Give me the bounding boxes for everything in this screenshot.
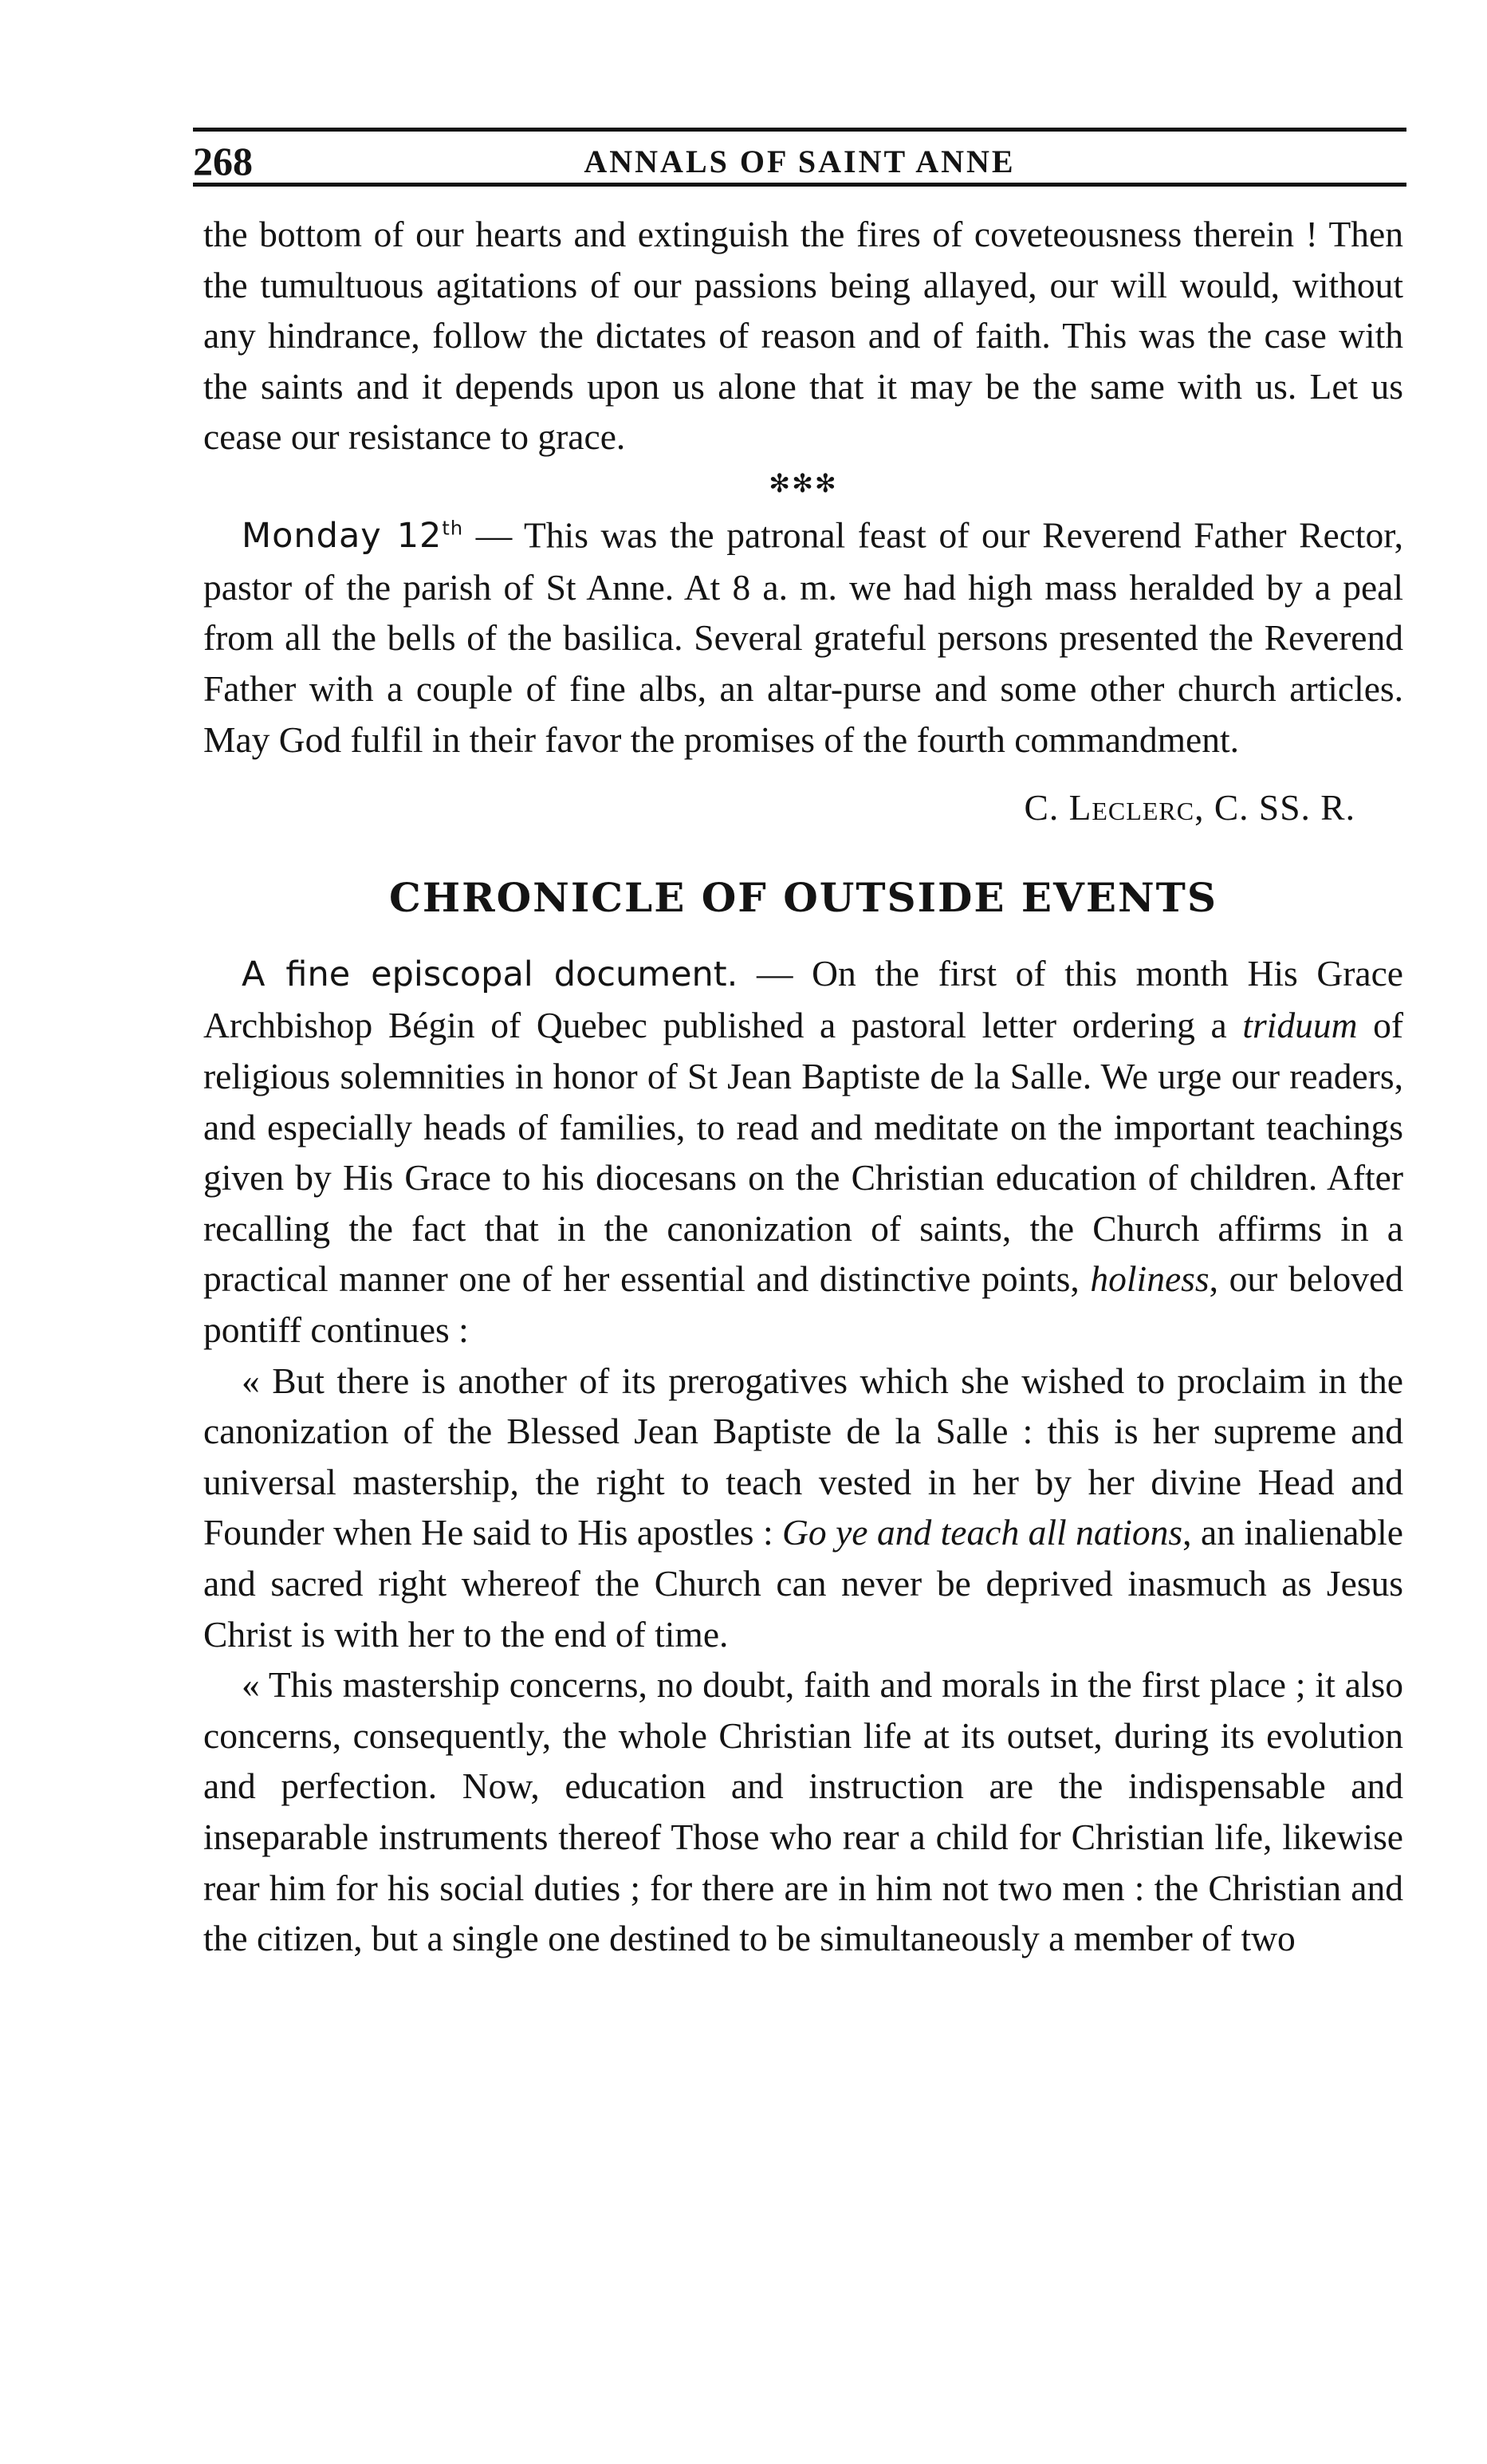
page-header bbox=[193, 128, 1406, 187]
section-ornament: ✻✻✻ bbox=[769, 468, 838, 498]
author-signature bbox=[203, 782, 1403, 833]
quoted-paragraph-1 bbox=[203, 1356, 1403, 1660]
quote1-text-a: « But there is another of its prerogatives which she wished to proclaim in the canonization of the Blessed Jean Baptiste de la Salle : this is her supreme and universal mastership, the right to teach vested in her by her divine Head and Founder when He said to His apostles : bbox=[203, 1360, 1403, 1553]
quoted-paragraph-2: « This mastership concerns, no doubt, faith and morals in the first place ; it also concerns, consequently, the whole Christian life at its outset, during its evolution and perfection. Now, education and instruction are the indispensable and inseparable instruments thereof Those who rear a child for Christian life, likewise rear him for his social duties ; for there are in him not two men : the Christian and the citizen, but a single one destined to be simultaneously a member of two bbox=[203, 1664, 1403, 1959]
entry-text-c: , our beloved pontiff continues : bbox=[203, 1258, 1403, 1351]
page-number: 268 bbox=[193, 139, 253, 183]
section-heading: CHRONICLE OF OUTSIDE EVENTS bbox=[389, 873, 1218, 921]
quote1-italic: Go ye and teach all nations bbox=[782, 1512, 1183, 1553]
entry-text-a: — On the first of this month His Grace Archbishop Bégin of Quebec published a pastoral letter ordering a bbox=[203, 952, 1403, 1046]
chronicle-entry bbox=[203, 948, 1403, 1356]
quote1-text-b: , an inalienable and sacred right whereof the Church can never be deprived inasmuch as Jesus Christ is with her to the end of time. bbox=[203, 1512, 1403, 1655]
entry-text-b: of religious solemnities in honor of St Jean Baptiste de la Salle. We urge our readers, and especially heads of families, to read and meditate on the important teachings given by His Grace to his diocesans on the Christian education of children. After recalling the fact that in the canonization of saints, the Church affirms in a practical manner one of her essential and distinctive points, bbox=[203, 1005, 1404, 1300]
page-body bbox=[203, 209, 1403, 1964]
entry-italic-a: triduum bbox=[1242, 1005, 1358, 1046]
entry-text: — This was the patronal feast of our Reverend Father Rector, pastor of the parish of St Anne. At 8 a. m. we had high mass heralded by a peal from all the bells of the basilica. Several grateful persons presented the Reverend Father with a couple of fine albs, an altar-purse and some other church articles. May God fulfil in their favor the promises of the fourth commandment. bbox=[203, 514, 1404, 760]
signature-suffix: , C. SS. R. bbox=[1194, 787, 1355, 829]
entry-lead-in: A fine episcopal document. bbox=[242, 954, 738, 994]
entry-date: Monday 12 bbox=[242, 516, 443, 557]
entry-date-label bbox=[242, 516, 463, 556]
signature-surname: Leclerc bbox=[1068, 787, 1195, 829]
entry-italic-b: holiness bbox=[1090, 1258, 1210, 1300]
running-title: ANNALS OF SAINT ANNE bbox=[584, 144, 1016, 179]
signature-initial: C. bbox=[1024, 787, 1069, 829]
entry-date-suffix: th bbox=[442, 517, 464, 540]
continued-paragraph: the bottom of our hearts and extinguish the fires of coveteousness therein ! Then the tumultuous agitations of our passions being allayed, our will would, without any hindrance, follow the dictates of reason and of faith. This was the case with the saints and it depends upon us alone that it may be the same with us. Let us cease our resistance to grace. bbox=[203, 214, 1403, 458]
diary-entry-monday bbox=[203, 504, 1403, 765]
